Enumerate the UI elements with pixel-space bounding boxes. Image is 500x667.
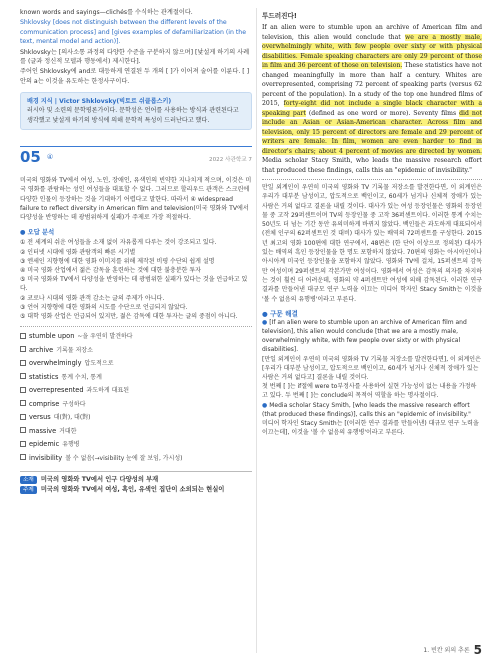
grammar-item: [만일 외계인이 우연히 미국의 영화와 TV 기록물 저장소를 발견한다면], 이 외계인은 [우리가 대부분 남성이고, 압도적으로 백인이고, 60세가 넘거나 신체적 장애가 있는 사람은 거의 없다고] 결론을 내릴 것이다.	[262, 355, 481, 382]
option-item: ③ 엔세인 지향형에 대한 영화 이미지를 위해 제작된 비평 수단의 쉽게 설명	[20, 257, 215, 265]
chapter-label: 1. 빈칸 외의 추론	[423, 647, 470, 654]
checkbox-icon[interactable]	[20, 333, 26, 339]
vocab-word: epidemic	[29, 440, 60, 449]
vocab-meaning: 구성하다	[62, 400, 86, 408]
page-number: 5	[473, 643, 482, 657]
column-divider	[256, 8, 257, 653]
vocab-word: stumble upon	[29, 332, 75, 341]
grammar-item	[262, 318, 482, 355]
background-knowledge-title: 배경 지식 | Victor Shklovsky(빅토르 쉬클롭스키)	[27, 98, 172, 106]
intro-line: Shklovsky는 [의사소통 과정의 다양한 수준을 구분하지 않으며] [낯설게 하기의 사례를 (글과 정신적 모델과 행동에서) 제시한다].	[20, 48, 250, 66]
question-answer: ④	[46, 152, 54, 161]
vocab-item	[20, 384, 252, 398]
background-knowledge-text: 러시아 및 소련의 문학평론가이다. 문학성은 언어를 사용하는 방식과 관련된다고 생각했고 낯설게 하기의 방식에 의해 문학적 특성이 드러난다고 했다.	[27, 107, 239, 124]
checkbox-icon[interactable]	[20, 387, 26, 393]
vocab-item	[20, 398, 252, 412]
topic-line	[20, 485, 252, 495]
topic-text: 미국의 영화와 TV에서 여성, 흑인, 유색인 집단이 소외되는 현실이	[40, 486, 225, 494]
passage-segment: (defined as one word or more). Seventy films	[305, 109, 460, 117]
grammar-title: ● 구문 해결	[262, 309, 298, 318]
vocab-meaning: 볼 수 없음(→visibility 눈에 잘 보임, 가시성)	[65, 454, 183, 462]
wrong-answer-list	[20, 238, 252, 321]
korean-translation: 만일 외계인이 우연히 미국의 영화와 TV 기록물 저장소를 발견한다면, 이 외계인은 우리가 대부분 남성이고, 압도적으로 백인이고, 60세가 넘거나 신체적 장애가 있는 사람은 거의 없다고 결론을 내릴 것이다. 대사가 있는 여성 등장인물은 영화의 등장인물 중 고작 29퍼센트이며 TV의 등장인물 중 고작 36퍼센트이다. 이러한 통계 수치는 50년도 더 넘는 기간 동안 유의미하게 바뀌지 않았다. 백인들은 과도하게 대표되어서 (전체 인구의 62퍼센트인 것 대비) 대사가 있는 배역의 72퍼센트를 구성한다. 2015년 최고의 영화 100편에 대한 연구에서, 48편은 (한 단어 이상으로 정의된) 대사가 있는 배역의 흑인 등장인물을 한 명도 포함하지 않았다. 70편의 영화는 아시아인이나 아시아계 미국인 등장인물을 포함하지 않았다. 영화와 TV에 걸쳐, 15퍼센트의 감독만 여성이며 29퍼센트의 각본가만 여성이다. 영화에서 여성은 감독의 의자를 차지하는 것이 훨씬 더 어려운데, 영화의 약 4퍼센트만 여성에 의해 감독된다. 이러한 연구 결과를 만들어낸 대규모 연구 노력을 이끄는 미디어 학자인 Stacy Smith는 이것을 '볼 수 없음의 유행병'이라고 부른다.	[262, 179, 482, 304]
topic-line	[20, 475, 252, 485]
passage-segment: If an alien were to stumble upon an archive of American film and television, this alien would conclude that	[262, 24, 482, 41]
grammar-text: [If an alien were to stumble upon an archive of American film and television], this alien would conclude [that we are a mostly male, overwhelmingly white, with few people over sixty or with physical disabilities].	[262, 318, 467, 354]
left-column	[20, 8, 252, 495]
page-footer	[423, 643, 482, 657]
vocab-meaning: 거대한	[59, 427, 77, 435]
passage-highlight: forty-eight did not include a single black character with a speaking part	[262, 100, 482, 117]
passage-segment: Media scholar Stacy Smith, who leads the massive research effort that produced these findings, calls this an "epidemic of invisibility."	[262, 157, 482, 174]
vocab-word: overrepresented	[29, 386, 84, 395]
grammar-text: Media scholar Stacy Smith, [who leads the massive research effort (that produced these findings)], calls this an "epidemic of invisibility."	[262, 401, 471, 418]
vocab-word: statistics	[29, 372, 59, 381]
vocab-meaning: 유행병	[62, 441, 80, 449]
background-knowledge-box	[20, 92, 252, 130]
question-header	[20, 146, 252, 172]
checkbox-icon[interactable]	[20, 346, 26, 352]
vocab-word: massive	[29, 426, 57, 435]
vocabulary-list	[20, 326, 252, 465]
vocab-item	[20, 452, 252, 466]
vocab-word: archive	[29, 345, 54, 354]
vocab-item	[20, 357, 252, 371]
checkbox-icon[interactable]	[20, 373, 26, 379]
passage-highlight: did not include an Asian or Asian-American character.	[262, 109, 482, 126]
option-item: ④ 미국 영화 산업에서 젊은 감독을 훈련하는 것에 대한 불충분한 투자	[20, 266, 201, 274]
checkbox-icon[interactable]	[20, 414, 26, 420]
checkbox-icon[interactable]	[20, 454, 26, 460]
grammar-notes	[262, 318, 482, 438]
vocab-item	[20, 330, 252, 344]
grammar-item: 첫 번째 [ ]는 if절에 were to부정사를 사용하여 실현 가능성이 없는 내용을 가정하고 있다. 두 번째 [ ]는 conclude의 목적어 역할을 하는 명사절이다.	[262, 383, 477, 400]
vocab-word: comprise	[29, 399, 60, 408]
bullet-icon: ●	[262, 401, 268, 409]
vocab-item	[20, 438, 252, 452]
checkbox-icon[interactable]	[20, 400, 26, 406]
grammar-item	[262, 401, 482, 419]
vocab-word: versus	[29, 413, 51, 422]
vocab-item	[20, 411, 252, 425]
vocab-meaning: 대(對), 대(對)	[53, 414, 91, 422]
answer-explanation: 미국의 영화와 TV에서 여성, 노인, 장애인, 유색인의 빈약한 지나치게 적으며, 이것은 미국 영화를 관람하는 성인 여성들을 대표할 수 없다. 그러므로 할리우드 관객은 스크린에 다양한 인물이 등장하는 것을 기대하기 어렵다고 말한다. 따라서 ④ widespread failure to reflect diversity in American film and television(미국 영화와 TV에서 다양성을 반영하는 데 광범위하게 실패)가 주제로 가장 적절하다.	[20, 176, 252, 222]
passage-highlight: we are a mostly male, overwhelmingly white, with few people over sixty or with physical disabilities. Female speaking characters are only 29 percent of those in film and 36 percent of those on television.	[262, 33, 482, 69]
vocab-item	[20, 344, 252, 358]
topic-summary	[20, 471, 252, 495]
passage-heading: 투드러진다!	[262, 12, 297, 20]
question-source: 2022 사관학교 7	[209, 156, 252, 163]
checkbox-icon[interactable]	[20, 427, 26, 433]
checkbox-icon[interactable]	[20, 360, 26, 366]
vocab-word: overwhelmingly	[29, 359, 82, 368]
option-item: ③ 언어 지향형에 대한 영화의 시도를 수단으로 언급되지 않았다.	[20, 303, 188, 311]
wrong-answer-title: ● 오답 분석	[20, 228, 55, 236]
vocab-item	[20, 371, 252, 385]
topic-text: 미국의 영화와 TV에서 인구 다양성의 부재	[40, 476, 159, 484]
option-item: ⑤ 미국 영화와 TV에서 다양성을 반영하는 데 광범위한 실패가 있다는 것을 언급하고 있다.	[20, 276, 248, 293]
passage-highlight: Across film and television, only 15 percent of directors are female and 29 percent of writers are female. In film, women are even harder to find in director's chairs; about 4 percent of movies are directed by women.	[262, 119, 482, 155]
vocab-meaning: 과도하게 대표된	[86, 387, 130, 395]
vocab-word: invisibility	[29, 453, 63, 462]
option-item: ① 전 세계의 쉬운 여성들을 소재 없이 자유롭게 다루는 것이 강조되고 있다.	[20, 239, 217, 247]
vocab-meaning: 통계 수치, 통계	[61, 373, 102, 381]
vocab-meaning: 기록물 저장소	[56, 346, 93, 354]
intro-line: 주어인 Shklovsky에 and로 대등하게 연결된 두 개의 [ ]가 이어져 술어를 이룬다. [ ] 안의 a는 이것을 유도하는 한정사구이다.	[20, 68, 250, 85]
option-item: ② 인터넷 시대에 영화 관람객의 빠른 시기별	[20, 248, 136, 256]
right-column	[262, 10, 482, 438]
intro-line: known words and sayings—clichés를 수식하는 관계절이다.	[20, 9, 193, 16]
vocab-item	[20, 425, 252, 439]
vocab-meaning: 압도적으로	[84, 360, 114, 368]
question-number: 05	[20, 147, 41, 166]
option-item: ② 코로나 시대의 영화 관객 감소는 글의 주제가 아니다.	[20, 294, 165, 302]
intro-line: Shklovsky [does not distinguish between the different levels of the communication process] and [gives examples of defamiliarization (in the text, mental model and action)].	[20, 19, 247, 46]
option-item: ⑤ 대학 영화 산업은 언급되어 있지만, 젊은 감독에 대한 투자는 글의 중점이 아니다.	[20, 312, 238, 320]
grammar-item: 미디어 학자인 Stacy Smith는 [(이러한 연구 결과를 만들어낸) 대규모 연구 노력을 이끄는데], 이것을 '볼 수 없음의 유행병'이라고 부른다.	[262, 420, 479, 437]
passage-segment: These statistics have not changed meaningfully in more than half a century. Whites are overrepresented, comprising 72 percent of speaking parts (versus 62 percent of the population). In a study of the top one hundred films of 2015,	[262, 62, 482, 107]
checkbox-icon[interactable]	[20, 441, 26, 447]
topic-tag: 소재	[20, 476, 37, 484]
topic-tag: 주제	[20, 486, 37, 494]
bullet-icon: ●	[262, 318, 268, 326]
english-passage	[262, 23, 482, 175]
vocab-meaning: ~을 우연히 발견하다	[77, 333, 133, 341]
